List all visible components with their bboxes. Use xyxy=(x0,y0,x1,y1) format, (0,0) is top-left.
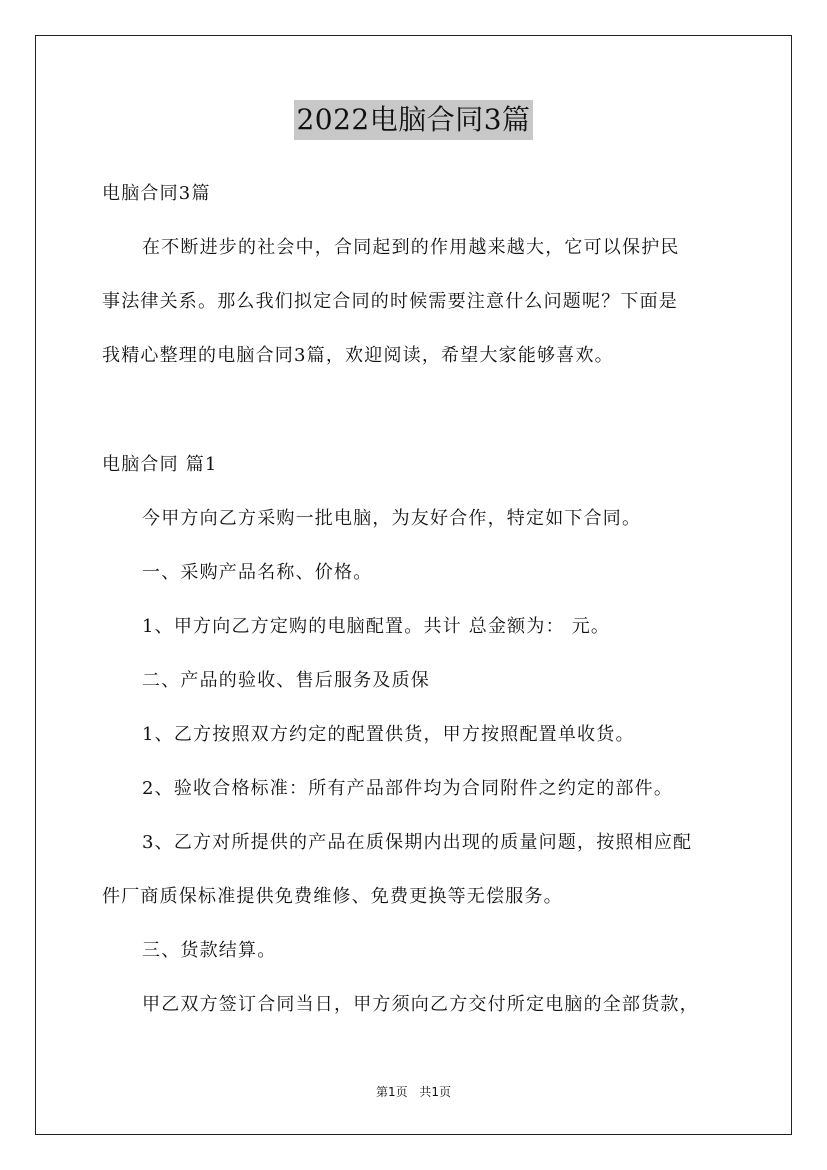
section-heading: 电脑合同 篇1 xyxy=(102,454,218,475)
title-container xyxy=(0,100,827,140)
document-subtitle: 电脑合同3篇 xyxy=(102,183,211,204)
page-number: 第1页 xyxy=(375,1085,408,1099)
body-paragraph-1: 今甲方向乙方采购一批电脑，为友好合作，特定如下合同。 xyxy=(142,508,642,529)
body-paragraph-3: 1、甲方向乙方定购的电脑配置。共计 总金额为： 元。 xyxy=(142,616,611,637)
intro-line-3: 我精心整理的电脑合同3篇，欢迎阅读，希望大家能够喜欢。 xyxy=(102,345,614,366)
document-title: 2022电脑合同3篇 xyxy=(294,100,532,140)
page-total: 共1页 xyxy=(419,1085,452,1099)
body-paragraph-4: 二、产品的验收、售后服务及质保 xyxy=(142,670,430,691)
body-paragraph-6: 2、验收合格标准：所有产品部件均为合同附件之约定的部件。 xyxy=(142,778,674,799)
page-footer xyxy=(0,1084,827,1100)
body-paragraph-9: 甲乙双方签订合同当日，甲方须向乙方交付所定电脑的全部货款， xyxy=(142,994,699,1015)
body-paragraph-2: 一、采购产品名称、价格。 xyxy=(142,562,373,583)
intro-line-2: 事法律关系。那么我们拟定合同的时候需要注意什么问题呢？下面是 xyxy=(102,291,678,312)
body-paragraph-8: 三、货款结算。 xyxy=(142,940,277,961)
body-paragraph-5: 1、乙方按照双方约定的配置供货，甲方按照配置单收货。 xyxy=(142,724,635,745)
body-paragraph-7: 3、乙方对所提供的产品在质保期内出现的质量问题，按照相应配 xyxy=(142,832,693,853)
body-paragraph-7-cont: 件厂商质保标准提供免费维修、免费更换等无偿服务。 xyxy=(102,886,563,907)
intro-line-1: 在不断进步的社会中，合同起到的作用越来越大，它可以保护民 xyxy=(142,237,680,258)
